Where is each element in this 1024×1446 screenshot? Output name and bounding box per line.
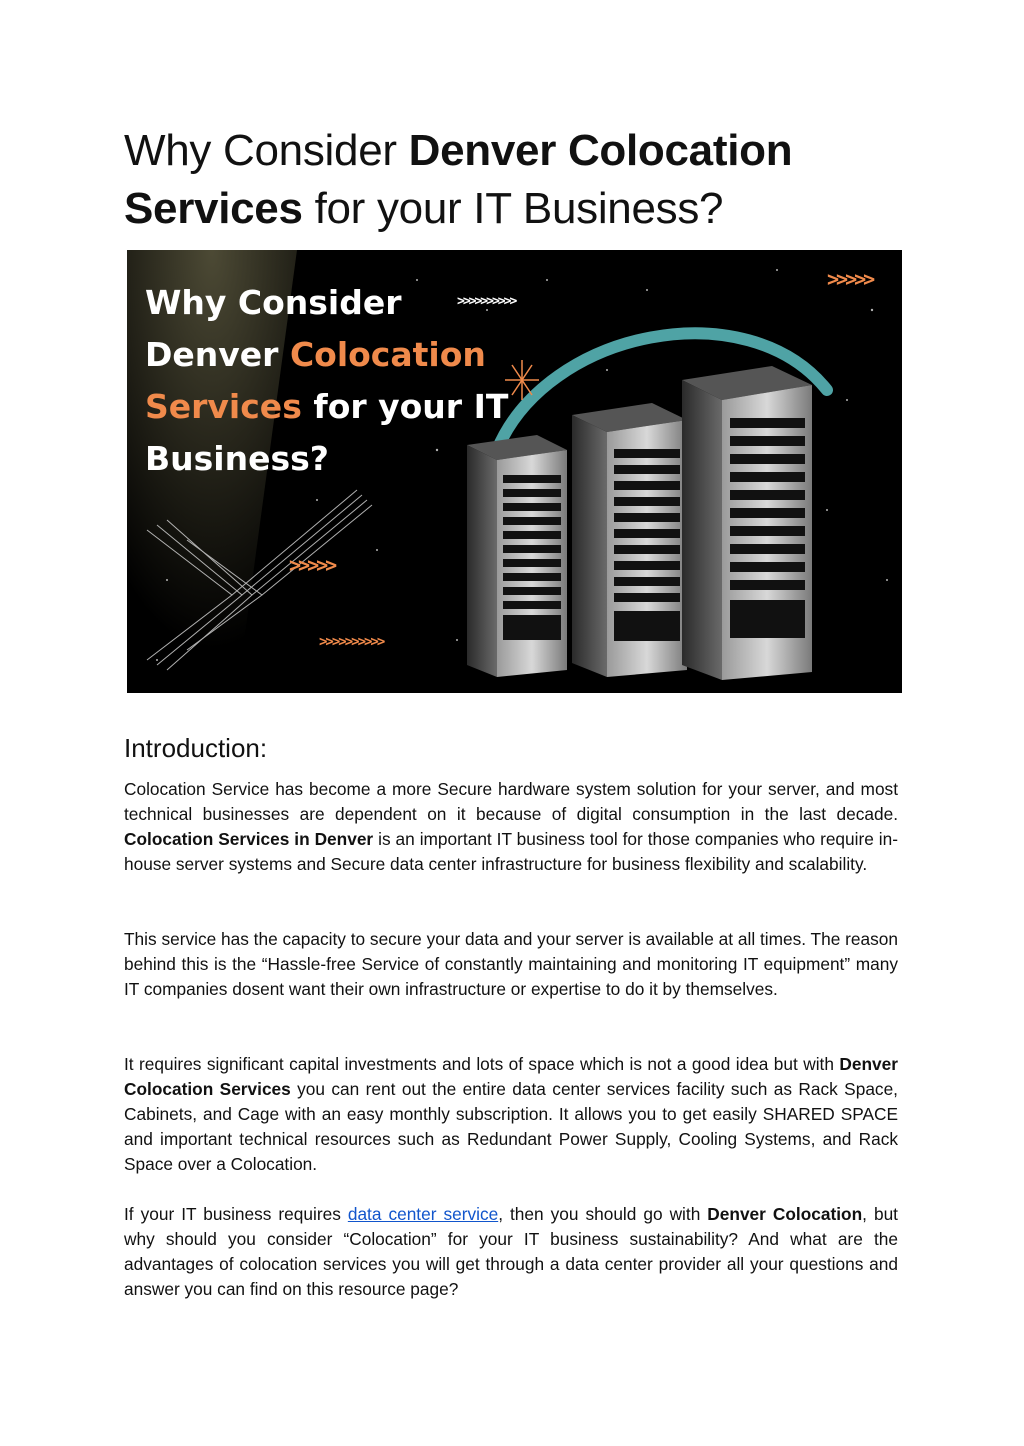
hero-line-4: Business? [145, 439, 329, 478]
hero-line-3: Services for your IT [145, 387, 509, 426]
paragraph-2: This service has the capacity to secure your data and your server is available at all times. The reason behind this is the “Hassle-free Service of constantly maintaining and monitoring IT equipment” many IT companies dosent want their own infrastructure or expertise to do it by themselves. [124, 929, 898, 999]
title-bold: Denver Colocation Services [124, 126, 793, 233]
hero-line-2: Denver Colocation [145, 335, 486, 374]
paragraph-4: If your IT business requires data center service, then you should go with Denver Colocation, but why should you consider “Colocation” for your IT business sustainability? And what are the advantages of colocation services you will get through a data center provider all your questions and answer you can find on this resource page? [124, 1204, 898, 1299]
arrows-mid-decor: >>>>> [289, 553, 335, 577]
server-rack-2 [572, 403, 687, 677]
hero-banner-image [127, 250, 902, 693]
title-post: for your IT Business? [302, 184, 724, 233]
page-title [124, 122, 898, 238]
arrows-corner-decor: >>>>> [827, 267, 873, 291]
arrows-bottom-decor: >>>>>>>>>> [319, 634, 384, 650]
data-center-service-link[interactable]: data center service [347, 1204, 499, 1224]
arrows-top-decor: >>>>>>>>>> [457, 294, 516, 309]
section-heading-introduction: Introduction: [124, 733, 268, 763]
hero-line-1: Why Consider [145, 283, 402, 322]
paragraph-1: Colocation Service has become a more Secure hardware system solution for your server, and most technical businesses are dependent on it because of digital consumption in the last decade. Colocation Services in Denver is an important IT business tool for those companies who require in-house server systems and Secure data center infrastructure for business flexibility and scalability. [124, 779, 899, 874]
server-rack-3 [682, 366, 812, 680]
server-rack-1 [467, 435, 567, 677]
paragraph-3: It requires significant capital investments and lots of space which is not a good idea but with Denver Colocation Services you can rent out the entire data center services facility such as Rack Space, Cabinets, and Cage with an easy monthly subscription. It allows you to get easily SHARED SPACE and important technical resources such as Redundant Power Supply, Cooling Systems, and Rack Space over a Colocation. [124, 1054, 898, 1174]
title-pre: Why Consider [124, 126, 409, 175]
